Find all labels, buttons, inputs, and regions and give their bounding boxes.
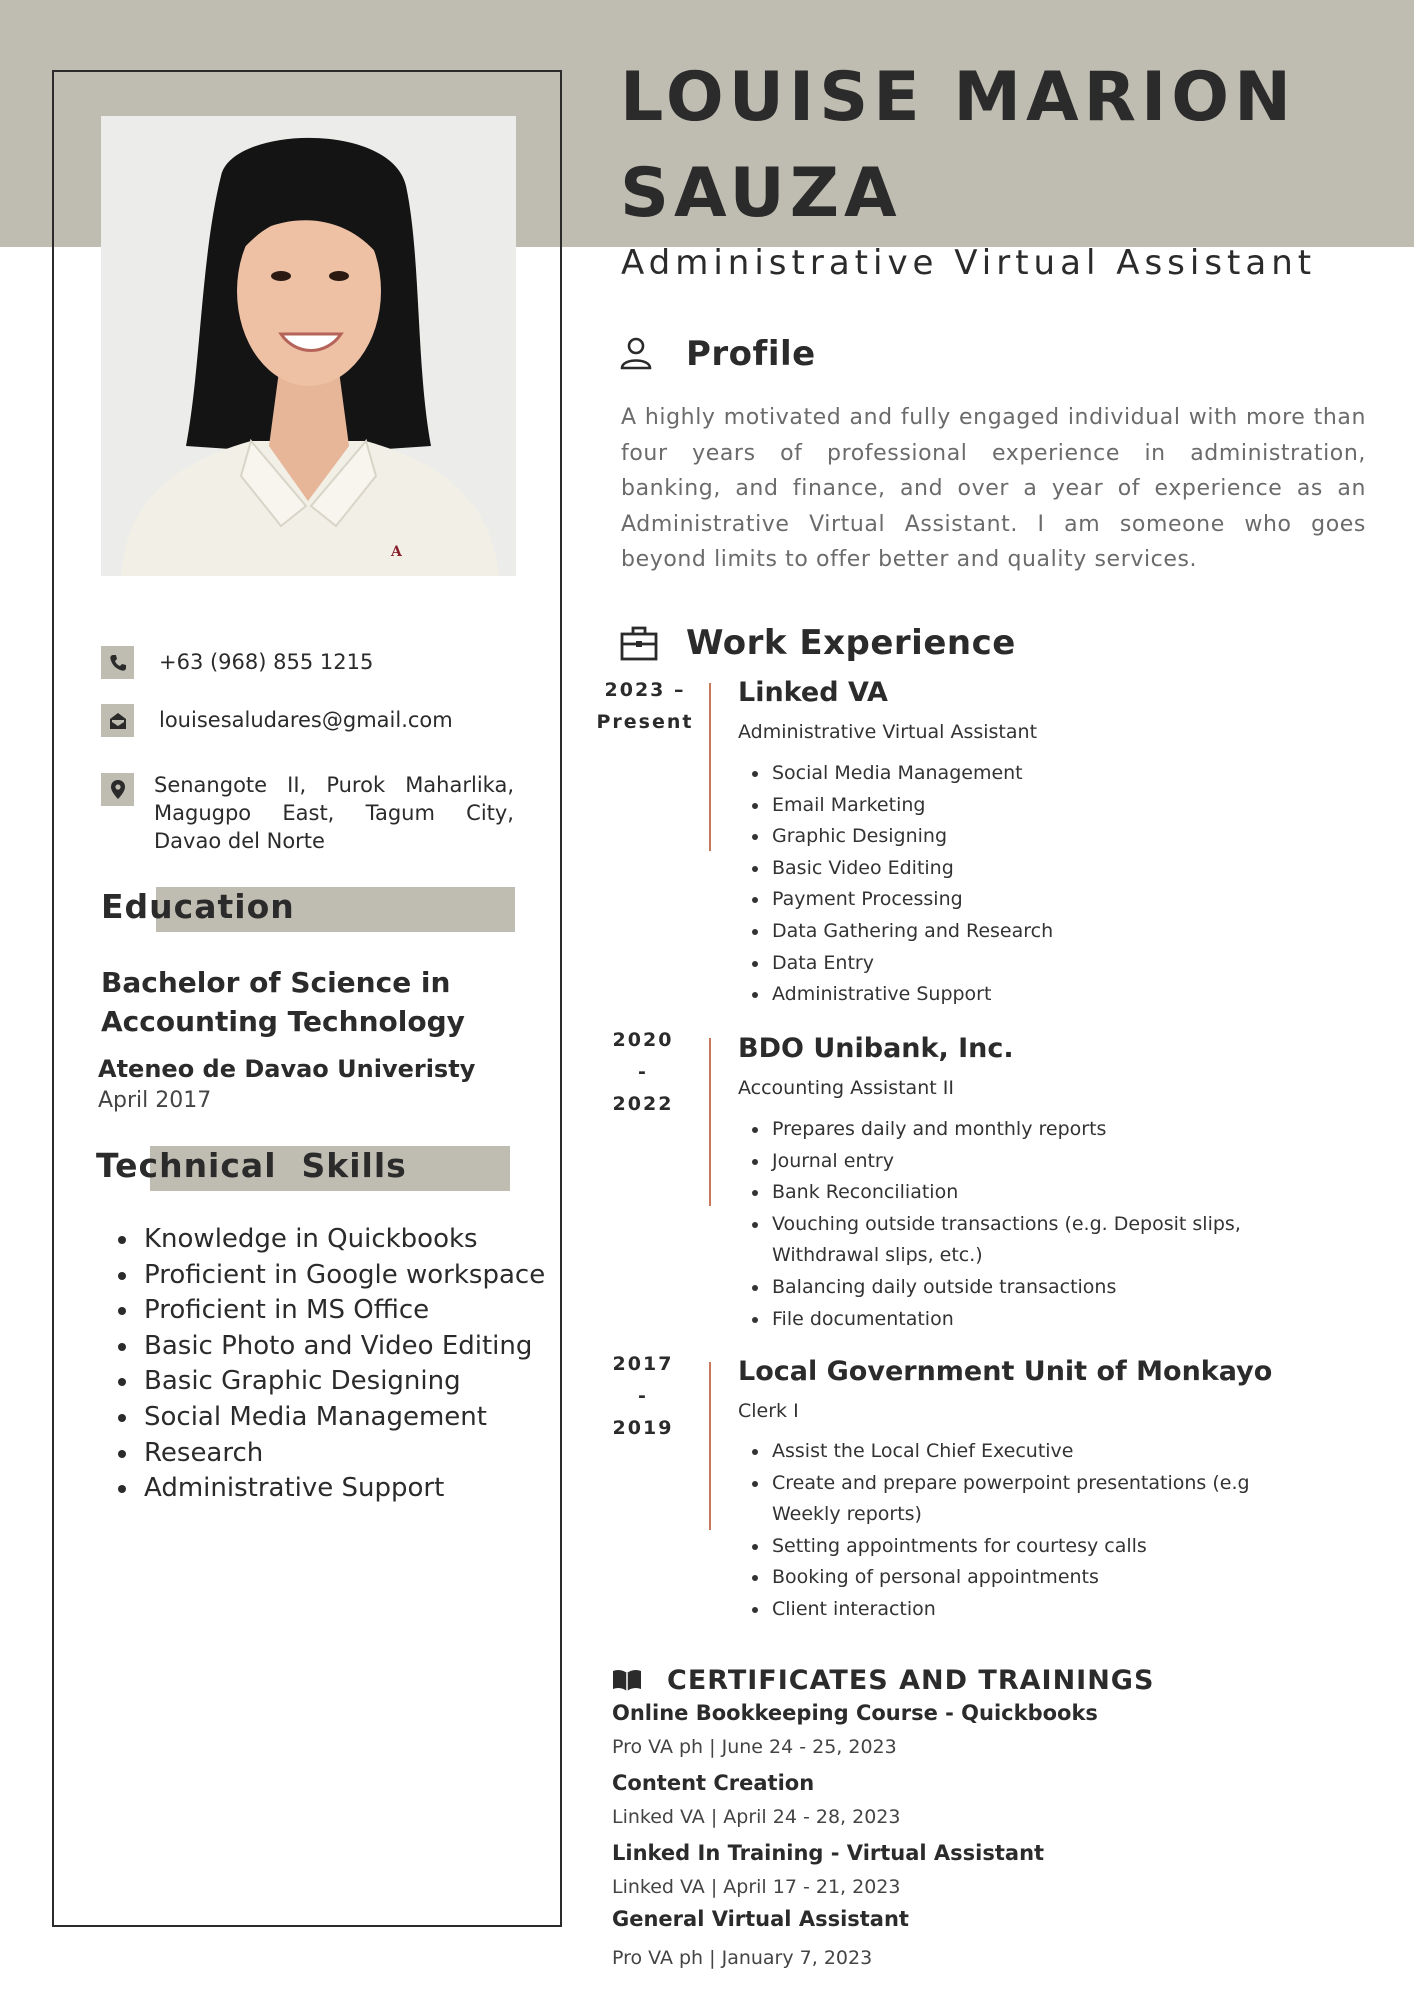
profile-heading: Profile xyxy=(686,334,816,374)
job-year-start: 2023 – xyxy=(604,679,686,701)
name-line-1: LOUISE MARION xyxy=(620,58,1297,137)
job-year-separator: - xyxy=(638,1061,648,1083)
duty-item: • Assist the Local Chief Executive xyxy=(770,1436,1290,1468)
duty-item: • Create and prepare powerpoint presentations (e.g Weekly reports) xyxy=(770,1468,1290,1531)
job-role: Administrative Virtual Assistant xyxy=(738,721,1038,743)
duty-item: • Data Gathering and Research xyxy=(770,916,1290,948)
skill-item: • Basic Graphic Designing xyxy=(140,1364,545,1400)
skill-item: • Basic Photo and Video Editing xyxy=(140,1329,545,1365)
job-years xyxy=(588,1024,698,1120)
svg-text:A: A xyxy=(391,544,402,560)
job-year-start: 2017 xyxy=(612,1353,674,1375)
duty-item: • Journal entry xyxy=(770,1146,1290,1178)
job-year-start: 2020 xyxy=(612,1029,674,1051)
duty-item: • Client interaction xyxy=(770,1594,1290,1626)
profile-summary: A highly motivated and fully engaged individual with more than four years of professional experience in administration, banking, and finance, and over a year of experience as an Administrative Virtual Assistant. I am someone who goes beyond limits to offer better and quality services. xyxy=(621,405,1366,573)
contact-email xyxy=(101,704,453,737)
certificate-meta: Pro VA ph | June 24 - 25, 2023 xyxy=(612,1736,897,1758)
duty-item: • Data Entry xyxy=(770,948,1290,980)
full-name xyxy=(620,50,1296,242)
contact-address xyxy=(101,773,514,855)
certificate-title: Content Creation xyxy=(612,1771,815,1795)
job-title: Administrative Virtual Assistant xyxy=(621,243,1317,283)
job-duties xyxy=(738,1114,1290,1335)
contact-phone xyxy=(101,646,373,679)
company-name: Linked VA xyxy=(738,677,888,708)
graduation-date: April 2017 xyxy=(98,1088,212,1113)
duty-item: • Social Media Management xyxy=(770,758,1290,790)
phone-icon xyxy=(101,646,134,679)
timeline-line xyxy=(709,1038,711,1206)
certificate-meta: Linked VA | April 17 - 21, 2023 xyxy=(612,1876,901,1898)
certificate-title: Linked In Training - Virtual Assistant xyxy=(612,1841,1045,1865)
job-year-end: 2022 xyxy=(612,1093,674,1115)
duty-item: • Graphic Designing xyxy=(770,821,1290,853)
timeline-line xyxy=(709,683,711,851)
company-name: BDO Unibank, Inc. xyxy=(738,1033,1014,1064)
job-duties xyxy=(738,1436,1290,1626)
timeline-line xyxy=(709,1362,711,1530)
address: Senangote II, Purok Maharlika, Magugpo East, Tagum City, Davao del Norte xyxy=(154,773,514,853)
company-name: Local Government Unit of Monkayo xyxy=(738,1356,1273,1387)
skill-item: • Knowledge in Quickbooks xyxy=(140,1222,545,1258)
duty-item: • Basic Video Editing xyxy=(770,853,1290,885)
skill-item: • Proficient in MS Office xyxy=(140,1293,545,1329)
skill-item: • Social Media Management xyxy=(140,1400,545,1436)
duty-item: • Prepares daily and monthly reports xyxy=(770,1114,1290,1146)
skill-item: • Proficient in Google workspace xyxy=(140,1258,545,1294)
duty-item: • Administrative Support xyxy=(770,979,1290,1011)
duty-item: • File documentation xyxy=(770,1304,1290,1336)
skill-item: • Research xyxy=(140,1436,545,1472)
duty-item: • Email Marketing xyxy=(770,790,1290,822)
work-experience-heading: Work Experience xyxy=(686,623,1016,663)
certificate-meta: Linked VA | April 24 - 28, 2023 xyxy=(612,1806,901,1828)
degree: Bachelor of Science in Accounting Technology xyxy=(101,966,465,1038)
job-year-end: Present xyxy=(596,711,694,733)
certificate-meta: Pro VA ph | January 7, 2023 xyxy=(612,1947,873,1969)
certificates-heading: CERTIFICATES AND TRAININGS xyxy=(667,1665,1155,1696)
phone-number[interactable]: +63 (968) 855 1215 xyxy=(159,650,374,674)
job-years xyxy=(588,1348,698,1444)
job-duties xyxy=(738,758,1290,1011)
certificate-title: Online Bookkeeping Course - Quickbooks xyxy=(612,1701,1098,1725)
duty-item: • Payment Processing xyxy=(770,884,1290,916)
email-address[interactable]: louisesaludares@gmail.com xyxy=(159,708,453,732)
book-icon xyxy=(612,1668,642,1696)
skills-heading: Technical Skills xyxy=(96,1146,407,1185)
education-heading: Education xyxy=(101,887,295,926)
location-pin-icon xyxy=(101,773,134,806)
skill-item: • Administrative Support xyxy=(140,1471,545,1507)
duty-item: • Setting appointments for courtesy calls xyxy=(770,1531,1290,1563)
duty-item: • Vouching outside transactions (e.g. Deposit slips, Withdrawal slips, etc.) xyxy=(770,1209,1290,1272)
envelope-icon xyxy=(101,704,134,737)
job-year-separator: - xyxy=(638,1385,648,1407)
skills-list xyxy=(108,1222,545,1507)
certificate-title: General Virtual Assistant xyxy=(612,1907,909,1931)
job-years xyxy=(590,674,700,738)
job-role: Clerk I xyxy=(738,1400,799,1422)
job-year-end: 2019 xyxy=(612,1417,674,1439)
job-role: Accounting Assistant II xyxy=(738,1077,954,1099)
briefcase-icon xyxy=(620,625,658,665)
name-line-2: SAUZA xyxy=(620,154,902,233)
duty-item: • Booking of personal appointments xyxy=(770,1562,1290,1594)
school-name: Ateneo de Davao Univeristy xyxy=(98,1055,476,1083)
profile-photo xyxy=(101,116,516,576)
person-icon xyxy=(620,336,652,374)
duty-item: • Bank Reconciliation xyxy=(770,1177,1290,1209)
duty-item: • Balancing daily outside transactions xyxy=(770,1272,1290,1304)
